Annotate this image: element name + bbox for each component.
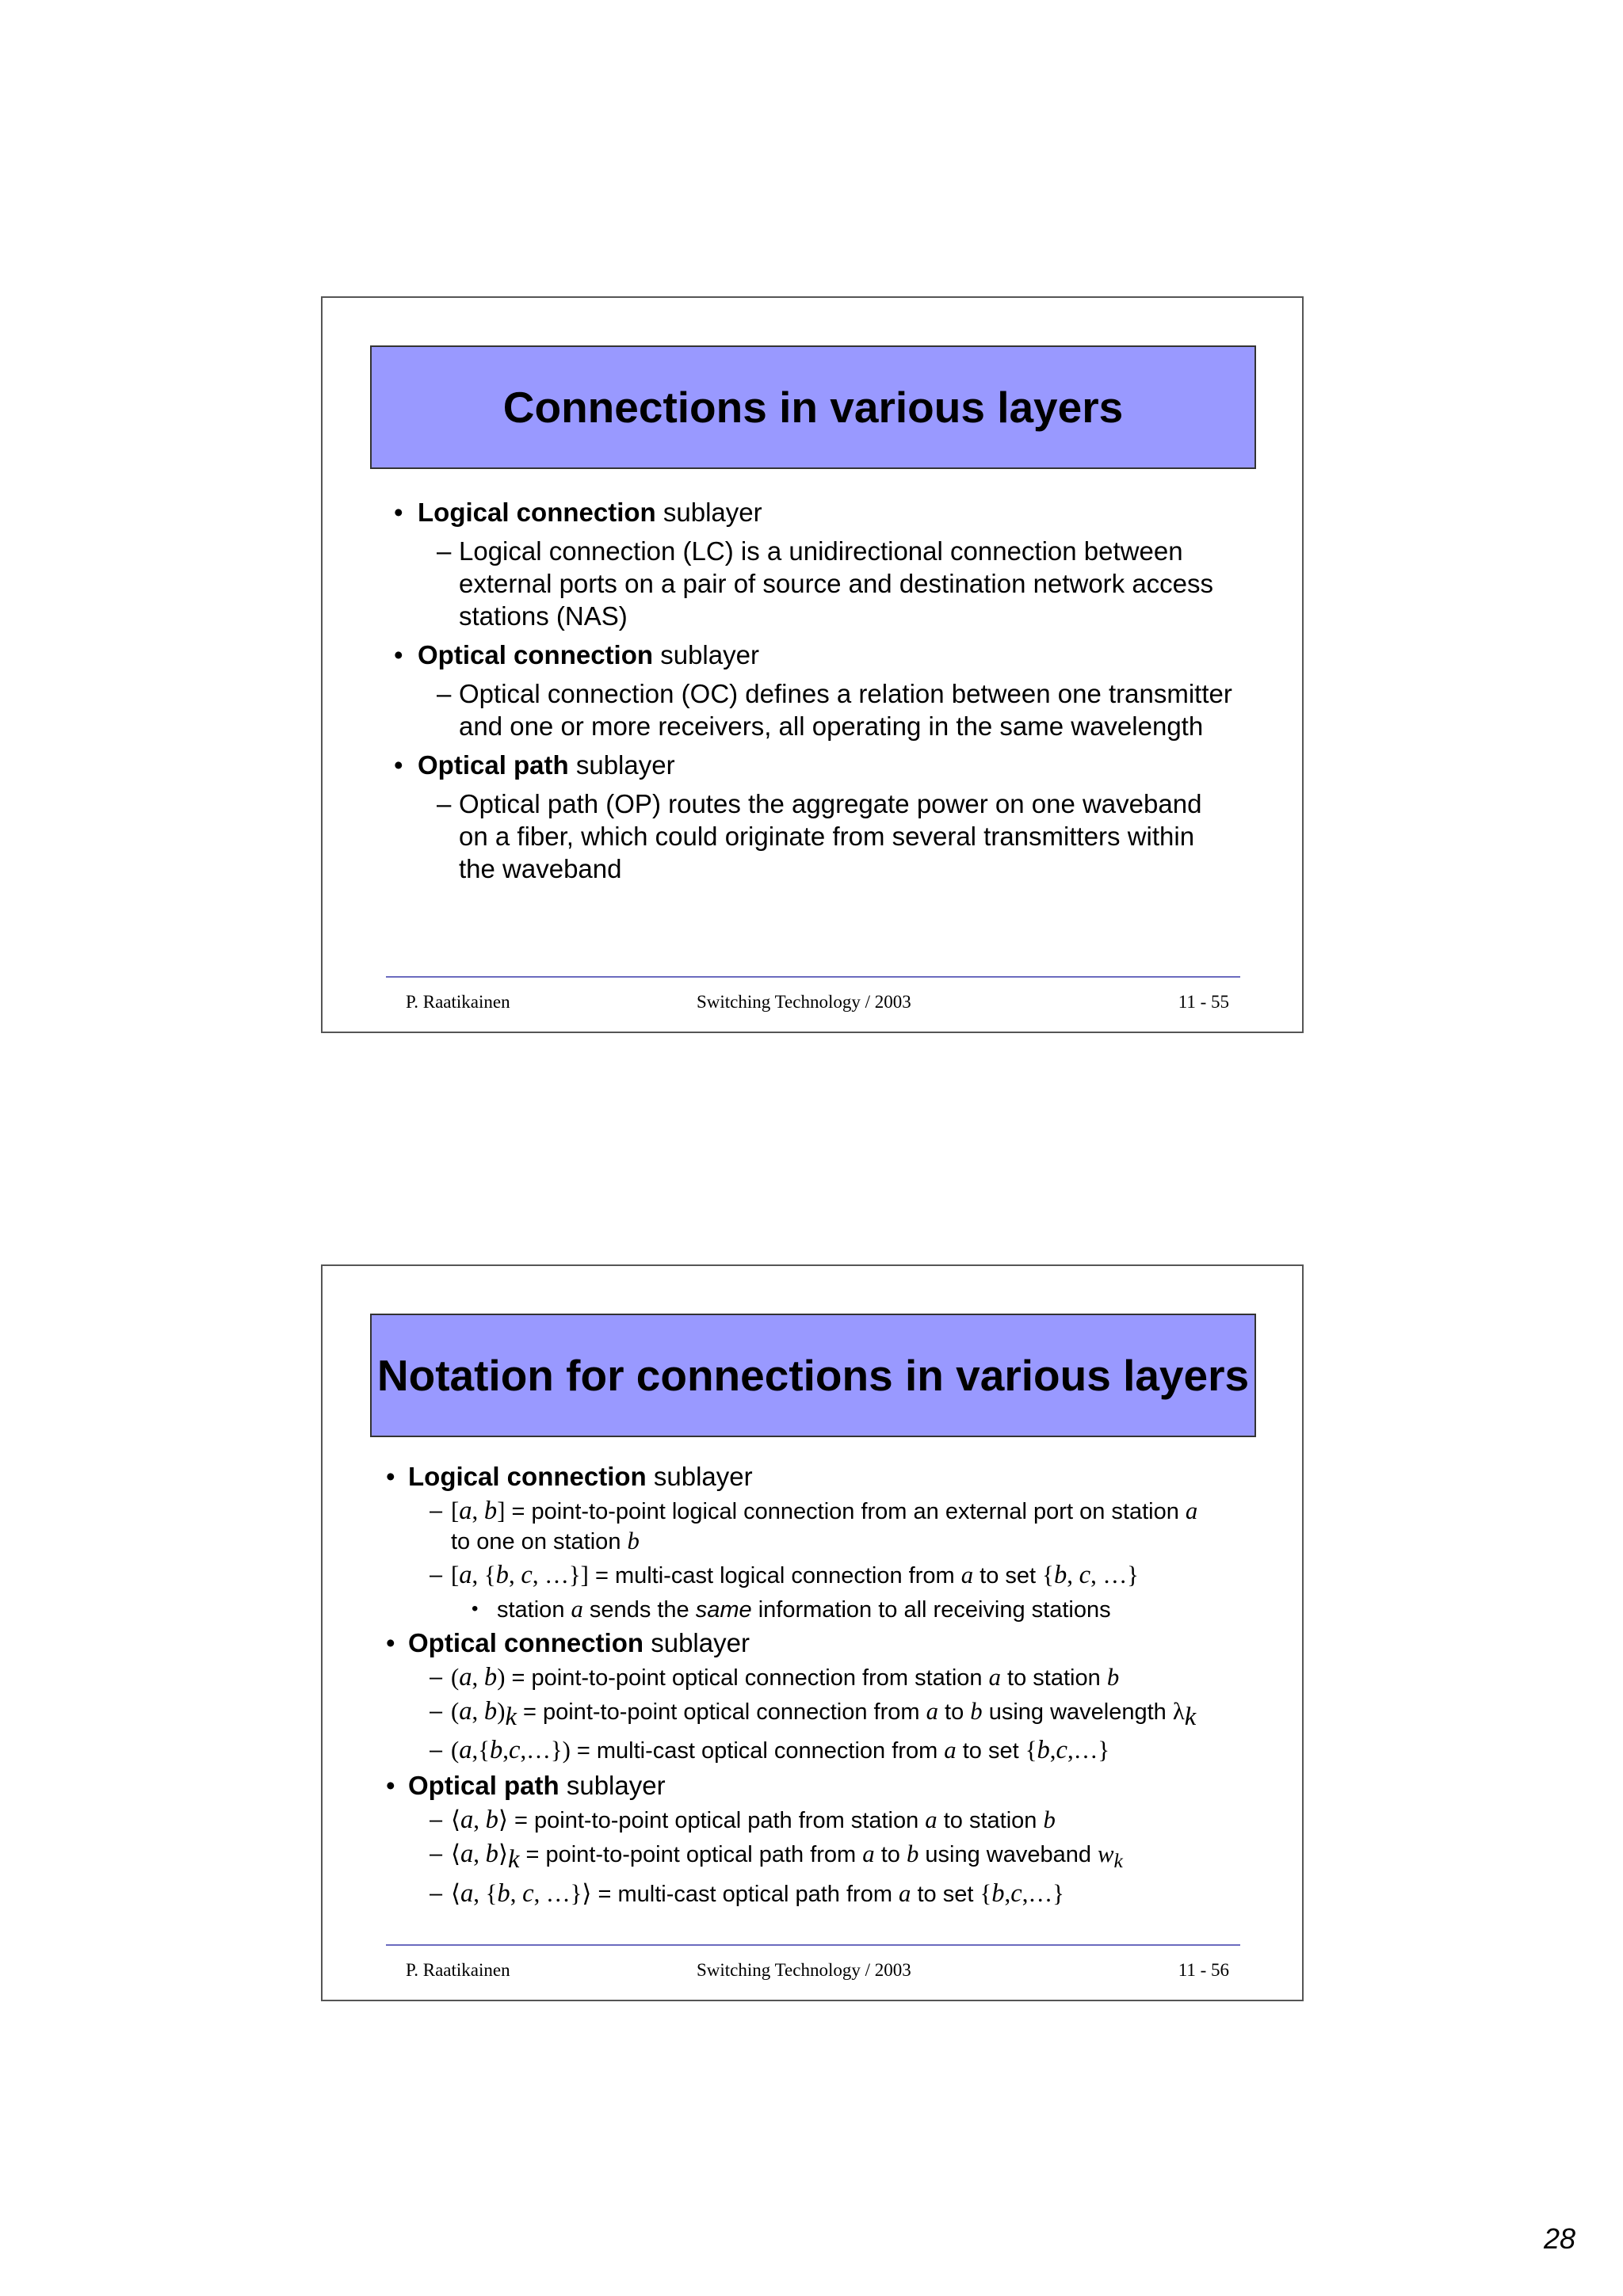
bullet-text: sublayer bbox=[568, 750, 675, 780]
dash-icon: – bbox=[430, 1881, 443, 1907]
math-notation: ⟨a, {b, c, …}⟩ bbox=[451, 1879, 592, 1909]
math-var: a bbox=[925, 1806, 938, 1834]
footer-course: Switching Technology / 2003 bbox=[697, 1960, 911, 1980]
math-notation: {b, c, …} bbox=[1042, 1561, 1139, 1589]
math-var: b bbox=[1043, 1806, 1056, 1834]
sub-text: to set bbox=[956, 1738, 1025, 1764]
slide-11-56 bbox=[321, 1264, 1304, 2001]
bullet-icon: • bbox=[386, 1462, 395, 1491]
sub-item bbox=[323, 1697, 1251, 1732]
dash-icon: – bbox=[430, 1807, 443, 1833]
math-notation: (a, $b)_k$ bbox=[451, 1697, 517, 1732]
slide-title: Notation for connections in various layers bbox=[376, 1351, 1250, 1400]
sub-item bbox=[323, 1736, 1251, 1766]
footer-slide-number: 11 - 55 bbox=[1178, 992, 1229, 1012]
sub-item bbox=[323, 1497, 1251, 1557]
page-number: 28 bbox=[1543, 2222, 1575, 2255]
sub-text: information to all receiving stations bbox=[751, 1597, 1111, 1623]
bullet-icon: • bbox=[386, 1628, 395, 1657]
sub-text: = multi-cast logical connection from bbox=[588, 1563, 961, 1589]
footer-course: Switching Technology / 2003 bbox=[697, 992, 911, 1012]
dash-icon: – bbox=[430, 1665, 443, 1690]
sub-item bbox=[323, 1663, 1251, 1693]
sub-text: to set bbox=[911, 1882, 980, 1908]
bullet-item bbox=[323, 639, 1302, 671]
sub-text: Logical connection (LC) is a unidirectional connection between external ports on a pair of source and destination network access stations (NAS) bbox=[459, 536, 1214, 631]
bullet-icon: • bbox=[472, 1598, 479, 1619]
footer-author: P. Raatikainen bbox=[406, 1960, 510, 1980]
dash-icon: – bbox=[437, 536, 452, 566]
sub-item bbox=[323, 535, 1235, 632]
bullet-text: sublayer bbox=[643, 1628, 750, 1657]
slide-11-55 bbox=[321, 296, 1304, 1033]
math-notation: ⟨a, $b⟩_k$ bbox=[451, 1840, 520, 1875]
lambda-symbol: $\lambda_k$ bbox=[1172, 1698, 1197, 1732]
slide-content bbox=[323, 496, 1302, 891]
bullet-bold: Optical connection bbox=[408, 1628, 644, 1657]
math-notation: [a, {b, c, …}] bbox=[451, 1561, 589, 1589]
math-var: a bbox=[1185, 1497, 1198, 1524]
math-var: a bbox=[960, 1562, 974, 1589]
sub-text: Optical connection (OC) defines a relation between one transmitter and one or more receivers, all operating in the same wavelength bbox=[459, 679, 1232, 741]
math-notation: {b,c,…} bbox=[980, 1879, 1064, 1909]
slide-title: Connections in various layers bbox=[502, 383, 1124, 432]
sub-sub-item bbox=[323, 1595, 1302, 1624]
math-var: a bbox=[926, 1698, 938, 1725]
math-var: b bbox=[627, 1527, 640, 1554]
bullet-icon: • bbox=[394, 750, 403, 780]
sub-text: to bbox=[938, 1699, 971, 1725]
bullet-item bbox=[323, 1461, 1302, 1493]
bullet-text: sublayer bbox=[646, 1462, 753, 1491]
math-var: a bbox=[571, 1596, 583, 1623]
sub-text: to station bbox=[937, 1808, 1044, 1834]
slide-title-box bbox=[370, 1314, 1256, 1437]
sub-text: = multi-cast optical path from bbox=[591, 1882, 899, 1908]
sub-item bbox=[323, 1879, 1251, 1909]
math-notation: [a, b] bbox=[451, 1497, 506, 1525]
sub-text: to bbox=[874, 1842, 907, 1868]
dash-icon: – bbox=[437, 789, 452, 818]
bullet-item bbox=[323, 1627, 1302, 1659]
sub-item bbox=[323, 788, 1235, 885]
bullet-item bbox=[323, 496, 1302, 528]
dash-icon: – bbox=[430, 1841, 443, 1867]
bullet-text: sublayer bbox=[655, 498, 762, 527]
sub-text: = point-to-point optical connection from bbox=[516, 1699, 926, 1725]
sub-text: = point-to-point logical connection from an external port on station bbox=[505, 1499, 1186, 1524]
math-notation: {b,c,…} bbox=[1025, 1736, 1110, 1765]
sub-text: Optical path (OP) routes the aggregate power on one waveband on a fiber, which could originate from several transmitters within the waveband bbox=[459, 789, 1202, 883]
footer-divider bbox=[386, 976, 1240, 978]
math-var: $w_k$ bbox=[1098, 1840, 1123, 1873]
sub-text: using wavelength bbox=[982, 1699, 1173, 1725]
emphasis-text: same bbox=[695, 1597, 752, 1623]
sub-text: = multi-cast optical connection from bbox=[570, 1738, 945, 1764]
bullet-icon: • bbox=[394, 640, 403, 669]
bullet-bold: Optical connection bbox=[418, 640, 654, 669]
bullet-text: sublayer bbox=[653, 640, 759, 669]
footer-author: P. Raatikainen bbox=[406, 992, 510, 1012]
bullet-bold: Logical connection bbox=[418, 498, 656, 527]
bullet-icon: • bbox=[394, 498, 403, 527]
math-var: a bbox=[988, 1664, 1001, 1691]
sub-text: = point-to-point optical connection from station bbox=[505, 1665, 989, 1691]
sub-text: to set bbox=[973, 1563, 1043, 1589]
dash-icon: – bbox=[430, 1562, 443, 1588]
math-var: a bbox=[944, 1737, 957, 1764]
footer-slide-number: 11 - 56 bbox=[1178, 1960, 1229, 1980]
sub-text: to one on station bbox=[451, 1529, 628, 1554]
math-notation: (a,{b,c,…}) bbox=[451, 1736, 571, 1765]
sub-text: to station bbox=[1001, 1665, 1107, 1691]
slide-title-box bbox=[370, 345, 1256, 469]
dash-icon: – bbox=[430, 1737, 443, 1764]
bullet-item bbox=[323, 1770, 1302, 1802]
slide-content bbox=[323, 1461, 1302, 1913]
math-notation: ⟨a, b⟩ bbox=[451, 1806, 508, 1835]
footer-divider bbox=[386, 1944, 1240, 1946]
bullet-icon: • bbox=[386, 1771, 395, 1801]
math-notation: (a, b) bbox=[451, 1663, 506, 1691]
math-var: b bbox=[1106, 1664, 1120, 1691]
sub-text: station bbox=[497, 1597, 571, 1623]
math-var: a bbox=[862, 1840, 875, 1868]
sub-item bbox=[323, 677, 1235, 742]
sub-item bbox=[323, 1561, 1251, 1591]
math-var: b bbox=[906, 1840, 919, 1868]
sub-text: = point-to-point optical path from station bbox=[507, 1808, 926, 1834]
sub-text: = point-to-point optical path from bbox=[519, 1842, 863, 1868]
bullet-bold: Optical path bbox=[418, 750, 569, 780]
sub-item bbox=[323, 1806, 1251, 1836]
bullet-bold: Logical connection bbox=[408, 1462, 647, 1491]
bullet-bold: Optical path bbox=[408, 1771, 559, 1801]
sub-text: sends the bbox=[582, 1597, 696, 1623]
sub-text: using waveband bbox=[918, 1842, 1098, 1868]
dash-icon: – bbox=[430, 1699, 443, 1724]
sub-item bbox=[323, 1840, 1251, 1875]
math-var: a bbox=[899, 1880, 911, 1908]
math-var: b bbox=[970, 1698, 983, 1725]
bullet-text: sublayer bbox=[559, 1771, 666, 1801]
dash-icon: – bbox=[437, 679, 452, 708]
dash-icon: – bbox=[430, 1498, 443, 1524]
bullet-item bbox=[323, 749, 1302, 781]
